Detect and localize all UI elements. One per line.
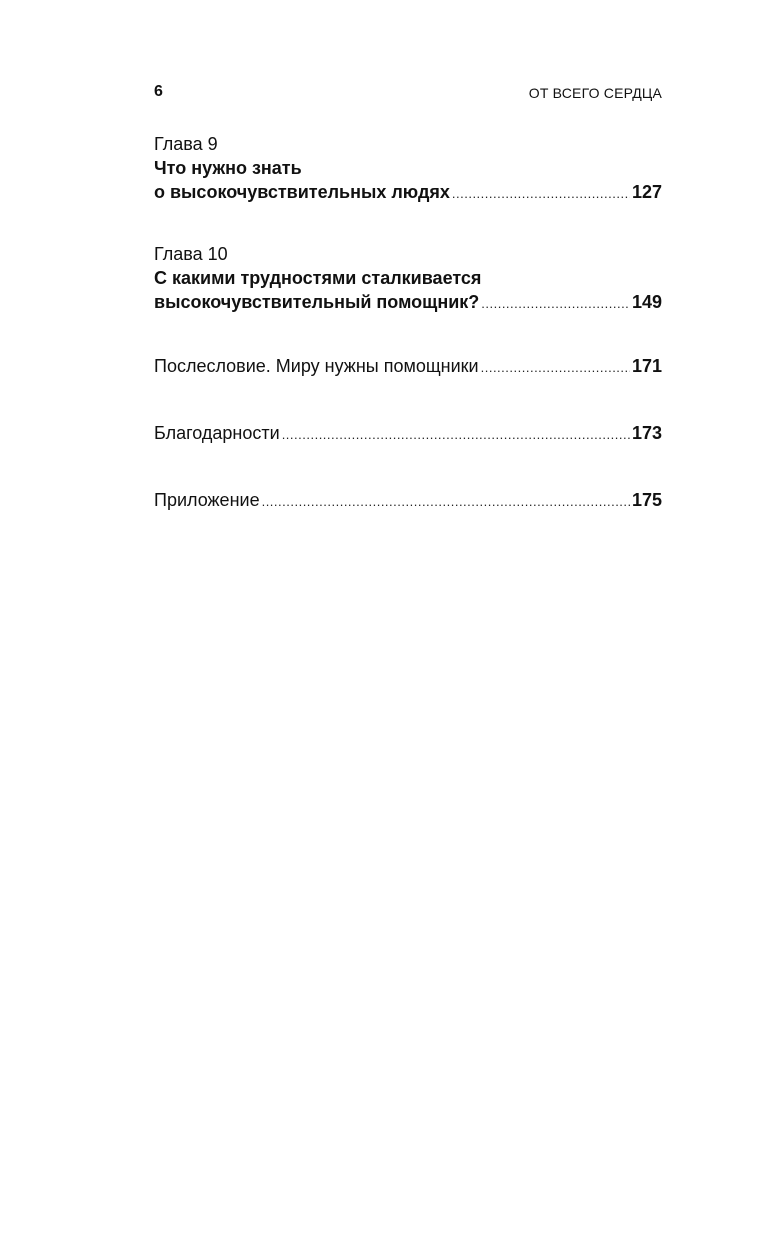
page-number: 6 <box>154 83 163 100</box>
running-title: ОТ ВСЕГО СЕРДЦА <box>528 85 662 101</box>
appendix-leader-line <box>154 488 662 514</box>
dot-leader <box>452 182 630 206</box>
page-reference: 149 <box>631 292 662 312</box>
table-of-contents <box>154 132 662 514</box>
toc-entry-afterword[interactable] <box>154 354 662 380</box>
chapter-title-continued: высокочувствительный помощник? <box>154 292 480 312</box>
toc-entry-acknowledgements[interactable] <box>154 421 662 447</box>
toc-entry-appendix[interactable] <box>154 488 662 514</box>
page-reference: 173 <box>631 423 662 443</box>
dot-leader <box>262 490 630 514</box>
dot-leader <box>481 356 630 380</box>
page-header <box>154 82 662 104</box>
dot-leader <box>481 292 630 316</box>
page-reference: 127 <box>631 182 662 202</box>
chapter-title: С какими трудностями сталкивается <box>154 268 482 288</box>
chapter-title: Что нужно знать <box>154 158 302 178</box>
acknowledgements-title: Благодарности <box>154 423 280 443</box>
page-reference: 175 <box>631 490 662 510</box>
chapter-title-continued: о высокочувствительных людях <box>154 182 450 202</box>
chapter-title-leader-line <box>154 180 662 206</box>
toc-entry-chapter-9[interactable] <box>154 132 662 206</box>
afterword-leader-line <box>154 354 662 380</box>
acknowledgements-leader-line <box>154 421 662 447</box>
dot-leader <box>282 423 630 447</box>
chapter-title-leader-line <box>154 290 662 316</box>
appendix-title: Приложение <box>154 490 260 510</box>
chapter-label: Глава 10 <box>154 244 228 264</box>
chapter-label: Глава 9 <box>154 134 218 154</box>
toc-entry-chapter-10[interactable] <box>154 242 662 316</box>
afterword-title: Послесловие. Миру нужны помощники <box>154 356 479 376</box>
page-reference: 171 <box>631 356 662 376</box>
